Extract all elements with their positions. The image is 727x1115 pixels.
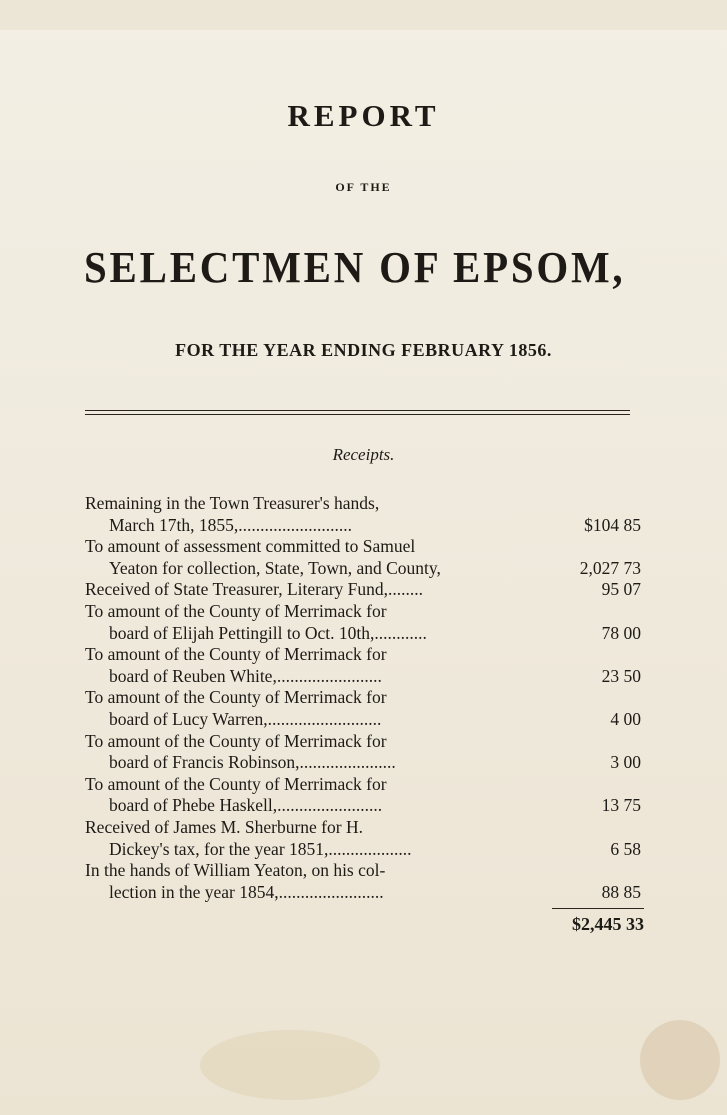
entry-text: Yeaton for collection, State, Town, and County, [109, 557, 441, 578]
entry-text: board of Lucy Warren,.......................... [109, 708, 382, 729]
entry-amount: 95 07 [601, 579, 641, 600]
paper-stain [0, 0, 727, 30]
of-the-subheading: OF THE [335, 180, 392, 194]
entry-text: To amount of the County of Merrimack for [85, 773, 387, 794]
receipt-entry [85, 816, 641, 859]
entry-amount: $104 85 [584, 514, 641, 535]
entry-text: To amount of the County of Merrimack for [85, 730, 387, 751]
entry-text: Received of State Treasurer, Literary Fund,........ [85, 579, 424, 600]
receipt-entry [85, 686, 641, 729]
receipt-entry [85, 643, 641, 686]
entry-text: In the hands of William Yeaton, on his col- [85, 860, 386, 881]
entry-text: board of Francis Robinson,...................... [109, 752, 396, 773]
receipt-entry [85, 600, 641, 643]
report-heading: REPORT [287, 98, 440, 133]
receipt-entry [85, 773, 641, 816]
entry-text: Received of James M. Sherburne for H. [85, 816, 363, 837]
entry-text: board of Elijah Pettingill to Oct. 10th,............ [109, 622, 427, 643]
entry-amount: 88 85 [601, 881, 641, 902]
divider-rule [85, 414, 630, 415]
receipts-total: $2,445 33 [572, 914, 644, 934]
entry-amount: 2,027 73 [579, 557, 641, 578]
entry-text: To amount of assessment committed to Samuel [85, 536, 416, 557]
entry-text: board of Phebe Haskell,........................ [109, 795, 383, 816]
total-rule [552, 908, 644, 909]
document-title: SELECTMEN OF EPSOM, [84, 243, 626, 292]
paper-stain [640, 1020, 720, 1100]
entry-amount: 6 58 [610, 838, 641, 859]
entry-amount: 13 75 [601, 795, 641, 816]
entry-amount: 3 00 [610, 752, 641, 773]
entry-text: Dickey's tax, for the year 1851,................... [109, 838, 412, 859]
receipt-entry [85, 492, 641, 535]
receipts-list [85, 492, 641, 902]
divider-rule [85, 410, 630, 411]
entry-text: Remaining in the Town Treasurer's hands, [85, 493, 380, 513]
entry-text: To amount of the County of Merrimack for [85, 687, 387, 708]
receipts-heading: Receipts. [332, 445, 395, 464]
year-line: FOR THE YEAR ENDING FEBRUARY 1856. [175, 340, 552, 360]
receipt-entry [85, 578, 641, 600]
entry-text: To amount of the County of Merrimack for [85, 644, 387, 665]
entry-amount: 23 50 [601, 665, 641, 686]
receipt-entry [85, 730, 641, 773]
entry-amount: 78 00 [601, 622, 641, 643]
entry-amount: 4 00 [610, 708, 641, 729]
entry-text: board of Reuben White,........................ [109, 665, 382, 686]
entry-text: To amount of the County of Merrimack for [85, 600, 387, 621]
paper-stain [200, 1030, 380, 1100]
entry-text: lection in the year 1854,........................ [109, 881, 384, 902]
entry-text: March 17th, 1855,.......................... [109, 514, 353, 535]
receipt-entry [85, 535, 641, 578]
receipt-entry [85, 859, 641, 902]
